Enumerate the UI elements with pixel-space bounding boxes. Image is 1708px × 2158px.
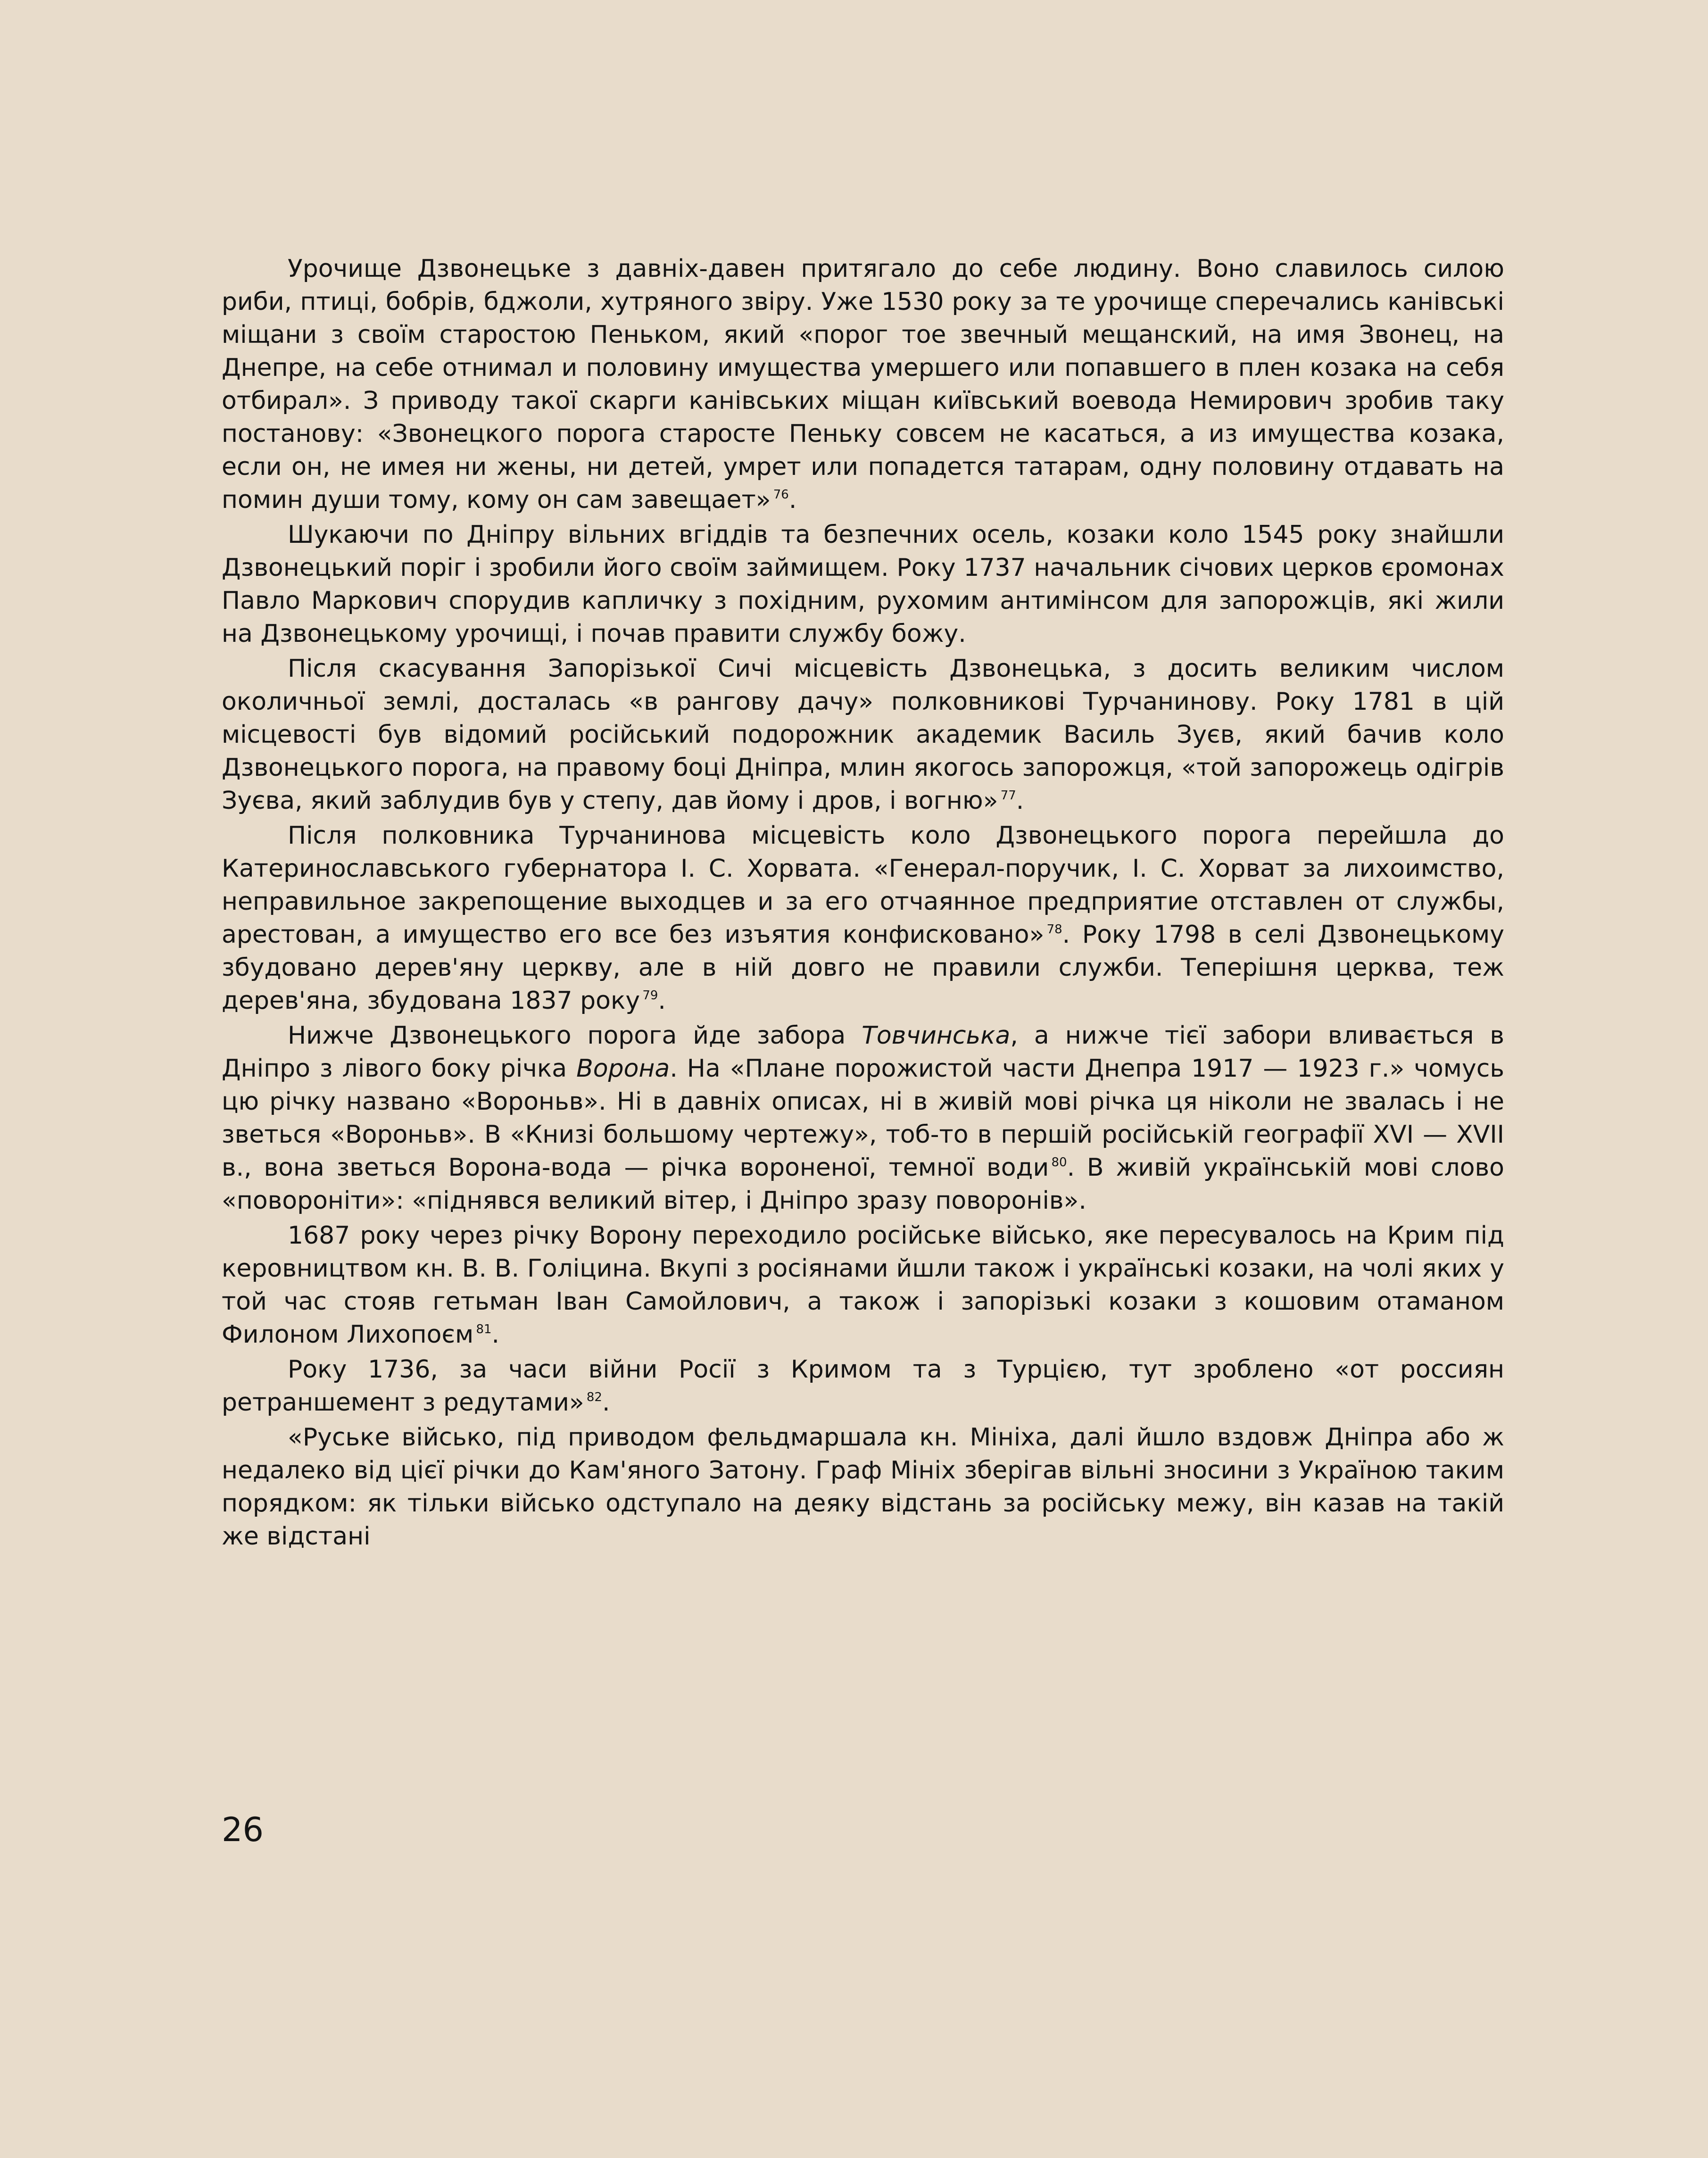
footnote-ref-82: 82 xyxy=(586,1390,602,1404)
paragraph-4 xyxy=(222,819,1504,1017)
paragraph-6-text: 1687 року через річку Ворону переходило російське військо, яке пересувалось на Крим під керовництвом кн. В. В. Голіцина. Вкупі з росіянами йшли також і українські козаки, на чолі яких у той час стояв гетьман Іван Самойлович, а також і запорізькі козаки з кошовим отаманом Филоном Лихопоєм xyxy=(222,1221,1504,1349)
paragraph-2 xyxy=(222,518,1504,650)
paragraph-3-text: Після скасування Запорізької Сичі місцевість Дзвонецька, з досить великим числом околичньої землі, досталась «в рангову дачу» полковникові Турчанинову. Року 1781 в цій місцевості був відомий російський подорожник академик Василь Зуєв, який бачив коло Дзвонецького порога, на правому боці Дніпра, млин якогось запорожця, «той запорожець одігрів Зуєва, який заблудив був у степу, дав йому і дров, і вогню» xyxy=(222,655,1504,815)
paragraph-7-text: Року 1736, за часи війни Росії з Кримом та з Турцією, тут зроблено «от россиян ретраншемент з редутами» xyxy=(222,1355,1504,1417)
paragraph-3-tail: . xyxy=(1016,787,1024,815)
paragraph-2-text: Шукаючи по Дніпру вільних вгіддів та безпечних осель, козаки коло 1545 року знайшли Дзвонецький поріг і зробили його своїм займищем. Року 1737 начальник січових церков єромонах Павло Маркович спорудив капличку з похідним, рухомим антимінсом для запорожців, які жили на Дзвонецькому урочищі, і почав правити службу божу. xyxy=(222,521,1504,648)
paragraph-4-tail-2: . xyxy=(658,987,666,1015)
paragraph-4-text: Після полковника Турчанинова місцевість коло Дзвонецького порога перейшла до Катеринославського губернатора І. С. Хорвата. «Генерал-поручик, І. С. Хорват за лихоимство, неправильное закрепощение выходцев и за его отчаянное предприятие отставлен от службы, арестован, а имущество его все без изъятия конфисковано» xyxy=(222,822,1504,949)
place-name-vorona: Ворона xyxy=(576,1054,670,1083)
paragraph-4-tail: . Року 1798 в селі Дзвонецькому збудовано дерев'яну церкву, але в ній довго не правили служби. Теперішня церква, теж дерев'яна, збудована 1837 року xyxy=(222,921,1504,1015)
paragraph-1-tail: . xyxy=(788,486,797,514)
page-text-block xyxy=(222,252,1504,1889)
paragraph-1 xyxy=(222,252,1504,516)
paragraph-5-text: . На «Плане порожистой части Днепра 1917 — 1923 г.» чомусь цю річку названо «Вороньв». Ні в давніх описах, ні в живій мові річка ця ніколи не звалась і не зветься «Вороньв». В «Книзі большому чертежу», тоб-то в першій російській географії XVI — XVII в., вона зветься Ворона-вода — річка вороненої, темної води xyxy=(222,1054,1504,1182)
paragraph-3 xyxy=(222,652,1504,817)
paragraph-6-tail: . xyxy=(491,1320,500,1349)
footnote-ref-81: 81 xyxy=(476,1322,492,1336)
footnote-ref-79: 79 xyxy=(642,988,658,1003)
page-number: 26 xyxy=(222,1810,264,1849)
paragraph-1-text: Урочище Дзвонецьке з давніх-давен притягало до себе людину. Воно славилось силою риби, птиці, бобрів, бджоли, хутряного звіру. Уже 1530 року за те урочище сперечались канівські міщани з своїм старостою Пеньком, який «порог тое звечный мещанский, на имя Звонец, на Днепре, на себе отнимал и половину имущества умершего или попавшего в плен козака на себя отбирал». З приводу такої скарги канівських міщан київський воевода Немирович зробив таку постанову: «Звонецкого порога старосте Пеньку совсем не касаться, а из имущества козака, если он, не имея ни жены, ни детей, умрет или попадется татарам, одну половину отдавать на помин души тому, кому он сам завещает» xyxy=(222,255,1504,514)
place-name-tovchynska: Товчинська xyxy=(862,1021,1011,1050)
paragraph-5-text-mid: , а нижче тієї забори вливається в Дніпро з лівого боку річка xyxy=(222,1021,1504,1083)
footnote-ref-77: 77 xyxy=(1000,788,1016,803)
footnote-ref-80: 80 xyxy=(1051,1155,1067,1170)
paragraph-6 xyxy=(222,1219,1504,1351)
footnote-ref-78: 78 xyxy=(1046,922,1062,937)
paragraph-7-tail: . xyxy=(602,1388,610,1417)
footnote-ref-76: 76 xyxy=(773,488,789,502)
paragraph-8-text: «Руське військо, під приводом фельдмаршала кн. Мініха, далі йшло вздовж Дніпра або ж недалеко від цієї річки до Кам'яного Затону. Граф Мініх зберігав вільні зносини з Україною таким порядком: як тільки військо одступало на деяку відстань за російську межу, він казав на такій же відстані xyxy=(222,1423,1504,1551)
paragraph-5 xyxy=(222,1019,1504,1217)
paragraph-5-text-before: Нижче Дзвонецького порога йде забора xyxy=(288,1021,862,1050)
paragraph-8 xyxy=(222,1421,1504,1553)
paragraph-7 xyxy=(222,1353,1504,1419)
paragraph-5-tail: . В живій українській мові слово «повороніти»: «піднявся великий вітер, і Дніпро зразу поворонів». xyxy=(222,1154,1504,1215)
